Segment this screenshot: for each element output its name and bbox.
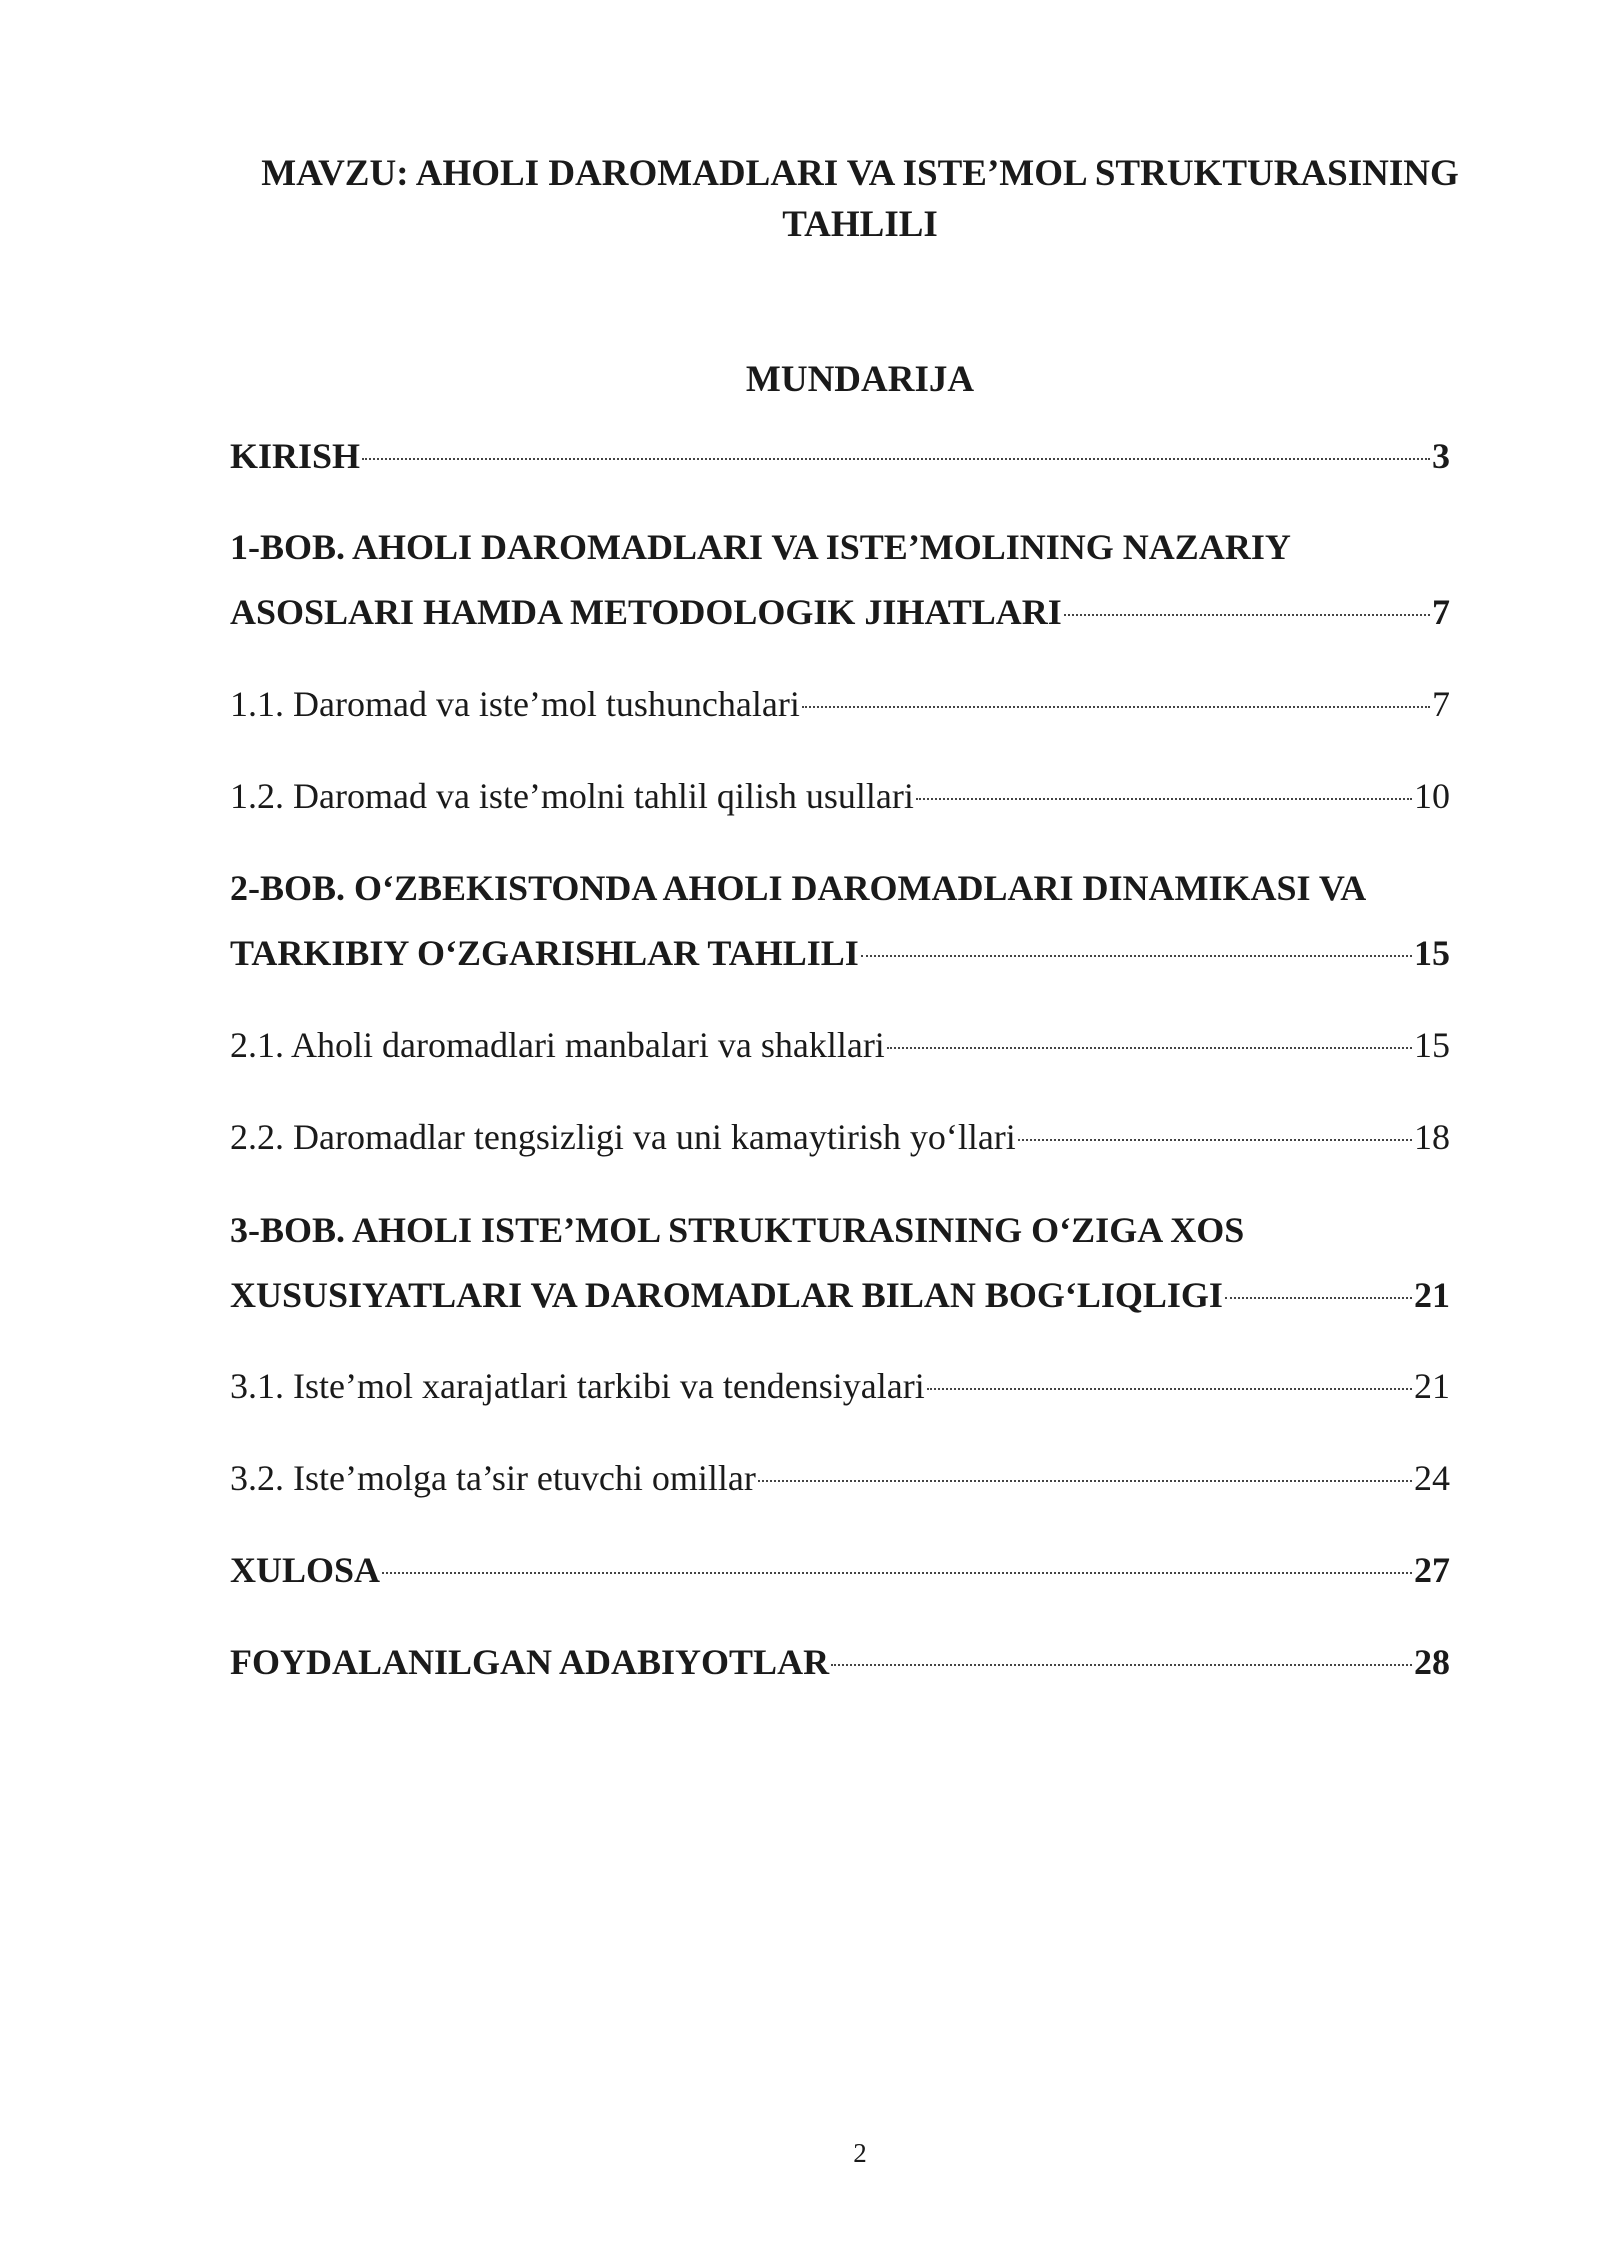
toc-entry-page: 7 [1432, 684, 1450, 724]
toc-entry-text: 2-BOB. O‘ZBEKISTONDA AHOLI DAROMADLARI DINAMIKASI VA [230, 868, 1367, 908]
dot-leader [927, 1388, 1412, 1390]
toc-entry-section-1-2[interactable] [230, 771, 1450, 821]
toc-entry-page: 15 [1414, 1025, 1450, 1065]
page-number: 2 [853, 2138, 867, 2168]
toc-entry-section-2-1[interactable] [230, 1020, 1450, 1070]
toc-entry-page: 7 [1432, 592, 1450, 632]
toc-entry-text: 2.2. Daromadlar tengsizligi va uni kamaytirish yo‘llari [230, 1117, 1016, 1157]
toc-entry-text: 3.1. Iste’mol xarajatlari tarkibi va tendensiyalari [230, 1366, 925, 1406]
toc-entry-text: 3-BOB. AHOLI ISTE’MOL STRUKTURASINING O‘ZIGA XOS [230, 1210, 1245, 1250]
toc-entry-chapter-3[interactable] [230, 1270, 1450, 1320]
toc-entry-page: 10 [1414, 776, 1450, 816]
toc-entry-page: 21 [1414, 1366, 1450, 1406]
document-title [200, 148, 1520, 250]
toc-entry-section-1-1[interactable] [230, 679, 1450, 729]
toc-entry-references[interactable] [230, 1637, 1450, 1687]
toc-entry-page: 15 [1414, 933, 1450, 973]
dot-leader [382, 1572, 1412, 1574]
toc-entry-text: 1.2. Daromad va iste’molni tahlil qilish usullari [230, 776, 914, 816]
dot-leader [1018, 1139, 1412, 1141]
toc-entry-xulosa[interactable] [230, 1545, 1450, 1595]
toc-entry-section-3-2[interactable] [230, 1453, 1450, 1503]
dot-leader [861, 955, 1412, 957]
toc-entry-page: 27 [1414, 1550, 1450, 1590]
dot-leader [831, 1664, 1412, 1666]
toc-entry-chapter-1-line-1[interactable] [230, 522, 1450, 572]
toc-entry-page: 24 [1414, 1458, 1450, 1498]
dot-leader [1064, 614, 1430, 616]
toc-entry-section-2-2[interactable] [230, 1112, 1450, 1162]
toc-entry-text: XUSUSIYATLARI VA DAROMADLAR BILAN BOG‘LIQLIGI [230, 1275, 1223, 1315]
dot-leader [916, 798, 1412, 800]
toc-entry-text: XULOSA [230, 1550, 381, 1590]
toc-entry-page: 21 [1414, 1275, 1450, 1315]
toc-entry-text: KIRISH [230, 436, 361, 476]
dot-leader [887, 1047, 1412, 1049]
toc-entry-text: FOYDALANILGAN ADABIYOTLAR [230, 1642, 830, 1682]
dot-leader [802, 706, 1430, 708]
toc-entry-chapter-3-line-1[interactable] [230, 1205, 1450, 1255]
toc-entry-text: 2.1. Aholi daromadlari manbalari va shakllari [230, 1025, 885, 1065]
toc-entry-text: 1.1. Daromad va iste’mol tushunchalari [230, 684, 800, 724]
toc-entry-text: TARKIBIY O‘ZGARISHLAR TAHLILI [230, 933, 859, 973]
title-line-1: MAVZU: AHOLI DAROMADLARI VA ISTE’MOL STRUKTURASINING [261, 153, 1459, 194]
toc-entry-text: ASOSLARI HAMDA METODOLOGIK JIHATLARI [230, 592, 1062, 632]
dot-leader [362, 458, 1430, 460]
toc-heading: MUNDARIJA [745, 359, 975, 400]
toc-entry-page: 18 [1414, 1117, 1450, 1157]
toc-entry-chapter-1[interactable] [230, 587, 1450, 637]
title-line-2: TAHLILI [782, 204, 938, 245]
dot-leader [758, 1480, 1412, 1482]
toc-entry-chapter-2[interactable] [230, 928, 1450, 978]
toc-entry-section-3-1[interactable] [230, 1361, 1450, 1411]
toc-entry-text: 1-BOB. AHOLI DAROMADLARI VA ISTE’MOLINING NAZARIY [230, 527, 1291, 567]
toc-entry-chapter-2-line-1[interactable] [230, 863, 1450, 913]
toc-entry-page: 28 [1414, 1642, 1450, 1682]
toc-entry-page: 3 [1432, 436, 1450, 476]
toc-entry-kirish[interactable] [230, 431, 1450, 481]
toc-entry-text: 3.2. Iste’molga ta’sir etuvchi omillar [230, 1458, 756, 1498]
dot-leader [1225, 1297, 1412, 1299]
